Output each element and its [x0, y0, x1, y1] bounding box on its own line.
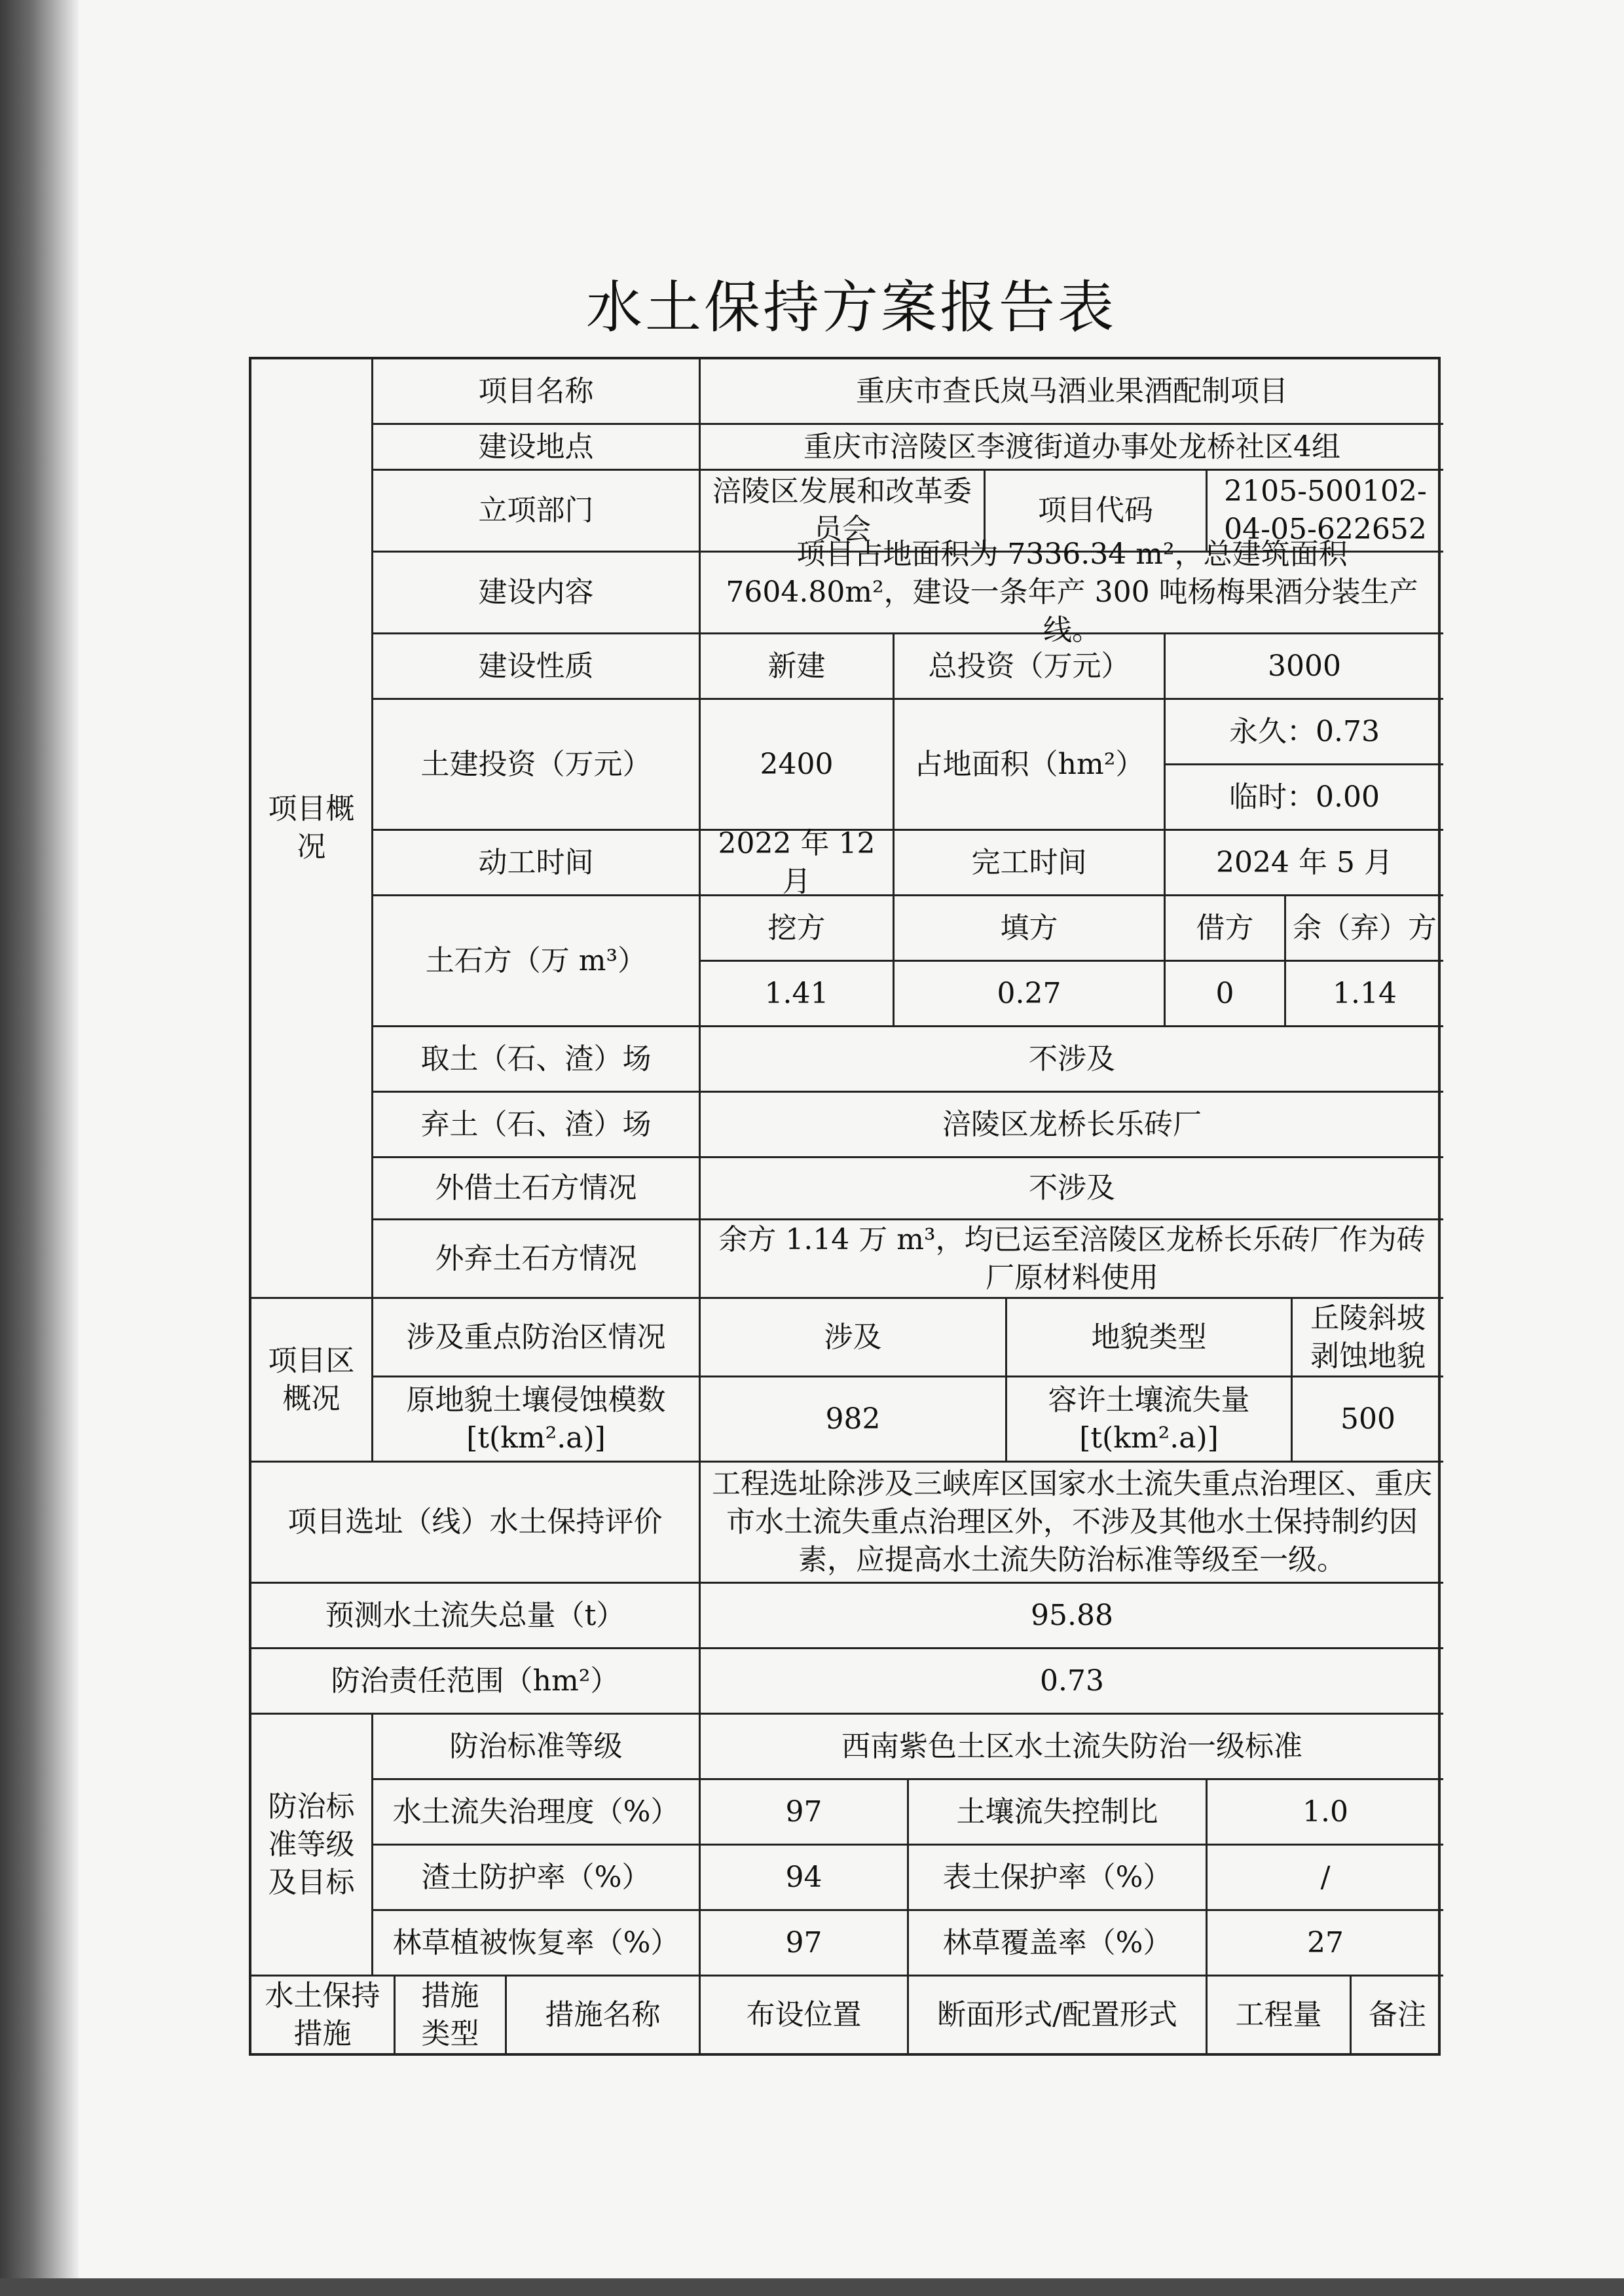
external-spoil-value: 余方 1.14 万 m³，均已运至涪陵区龙桥长乐砖厂作为砖厂原材料使用	[701, 1220, 1443, 1299]
soil-ctrl-value: 1.0	[1208, 1780, 1443, 1846]
predicted-loss-label: 预测水土流失总量（t）	[251, 1584, 701, 1649]
row-slag	[251, 1846, 1438, 1911]
row-earthwork	[251, 896, 1438, 1027]
standard-level-label: 防治标准等级	[373, 1715, 701, 1780]
treat-value: 97	[701, 1780, 909, 1846]
external-borrow-value: 不涉及	[701, 1158, 1443, 1220]
row-spoil-site	[251, 1093, 1438, 1158]
civil-invest-label: 土建投资（万元）	[373, 700, 701, 831]
slag-value: 94	[701, 1846, 909, 1911]
earthwork-label: 土石方（万 m³）	[373, 896, 701, 1027]
row-nature	[251, 634, 1438, 700]
row-predicted-loss	[251, 1584, 1438, 1649]
landform-value: 丘陵斜坡剥蚀地貌	[1293, 1299, 1443, 1377]
row-external-borrow	[251, 1158, 1438, 1220]
report-table	[249, 357, 1441, 2056]
area-label: 占地面积（hm²）	[895, 700, 1166, 831]
spoil-site-value: 涪陵区龙桥长乐砖厂	[701, 1093, 1443, 1158]
row-veg	[251, 1911, 1438, 1977]
row-content	[251, 538, 1438, 647]
area-temporary: 临时：0.00	[1166, 765, 1443, 831]
row-key-zone	[251, 1299, 1438, 1377]
fill-value: 0.27	[895, 962, 1166, 1027]
measures-col-section: 断面形式/配置形式	[909, 1977, 1208, 2054]
department-label: 立项部门	[373, 471, 701, 553]
standard-level-value: 西南紫色土区水土流失防治一级标准	[701, 1715, 1443, 1780]
measures-col-quantity: 工程量	[1208, 1977, 1352, 2054]
project-code-value: 2105-500102-04-05-622652	[1208, 471, 1443, 553]
resp-area-label: 防治责任范围（hm²）	[251, 1649, 701, 1715]
row-project-name	[251, 359, 1438, 425]
group-project-overview: 项目概况	[251, 359, 373, 1299]
surplus-value: 1.14	[1286, 962, 1443, 1027]
total-invest-value: 3000	[1166, 634, 1443, 700]
dig-label: 挖方	[701, 896, 895, 962]
group-standards: 防治标准等级及目标	[251, 1715, 373, 1977]
area-permanent: 永久：0.73	[1166, 700, 1443, 765]
external-spoil-label: 外弃土石方情况	[373, 1220, 701, 1299]
nature-label: 建设性质	[373, 634, 701, 700]
row-treat	[251, 1780, 1438, 1846]
content-value: 项目占地面积为 7336.34 m²，总建筑面积 7604.80m²，建设一条年产 300 吨杨梅果酒分装生产线。	[701, 553, 1443, 634]
row-civil-invest	[251, 700, 1438, 831]
site-eval-label: 项目选址（线）水土保持评价	[251, 1463, 701, 1584]
measures-col-name: 措施名称	[507, 1977, 701, 2054]
row-measures-header	[251, 1977, 1438, 2054]
soil-ctrl-label: 土壤流失控制比	[909, 1780, 1208, 1846]
row-borrow-site	[251, 1027, 1438, 1093]
predicted-loss-value: 95.88	[701, 1584, 1443, 1649]
row-resp-area	[251, 1649, 1438, 1715]
location-label: 建设地点	[373, 425, 701, 471]
topsoil-value: /	[1208, 1846, 1443, 1911]
department-value: 涪陵区发展和改革委员会	[701, 471, 986, 553]
row-location	[251, 425, 1438, 471]
page-bottom-shadow	[0, 2278, 1624, 2296]
key-zone-value: 涉及	[701, 1299, 1007, 1377]
veg-cover-label: 林草覆盖率（%）	[909, 1911, 1208, 1977]
spoil-site-label: 弃土（石、渣）场	[373, 1093, 701, 1158]
veg-restore-label: 林草植被恢复率（%）	[373, 1911, 701, 1977]
surplus-label: 余（弃）方	[1286, 896, 1443, 962]
row-site-eval	[251, 1463, 1438, 1584]
erosion-value: 982	[701, 1377, 1007, 1463]
group-area-overview: 项目区概况	[251, 1299, 373, 1463]
borrow-label: 借方	[1166, 896, 1286, 962]
key-zone-label: 涉及重点防治区情况	[373, 1299, 701, 1377]
civil-invest-value: 2400	[701, 700, 895, 831]
fill-label: 填方	[895, 896, 1166, 962]
start-value: 2022 年 12 月	[701, 831, 895, 896]
nature-value: 新建	[701, 634, 895, 700]
measures-col-remark: 备注	[1369, 1998, 1426, 2032]
end-label: 完工时间	[895, 831, 1166, 896]
topsoil-label: 表土保护率（%）	[909, 1846, 1208, 1911]
measures-col-location: 布设位置	[701, 1977, 909, 2054]
measures-col-type: 措施类型	[396, 1977, 507, 2054]
allowable-label: 容许土壤流失量 [t(km².a)]	[1007, 1377, 1293, 1463]
location-value: 重庆市涪陵区李渡街道办事处龙桥社区4组	[701, 425, 1443, 471]
slag-label: 渣土防护率（%）	[373, 1846, 701, 1911]
site-eval-value: 工程选址除涉及三峡库区国家水土流失重点治理区、重庆市水土流失重点治理区外，不涉及其他水土保持制约因素，应提高水土流失防治标准等级至一级。	[701, 1463, 1443, 1584]
report-title: 水土保持方案报告表	[586, 275, 1116, 340]
borrow-site-value: 不涉及	[701, 1027, 1443, 1093]
start-label: 动工时间	[373, 831, 701, 896]
resp-area-value: 0.73	[701, 1649, 1443, 1715]
veg-restore-value: 97	[701, 1911, 909, 1977]
landform-label: 地貌类型	[1007, 1299, 1293, 1377]
row-external-spoil	[251, 1220, 1438, 1299]
row-standard-level	[251, 1715, 1438, 1780]
end-value: 2024 年 5 月	[1166, 831, 1443, 896]
project-name-label: 项目名称	[373, 359, 701, 425]
erosion-label: 原地貌土壤侵蚀模数 [t(km².a)]	[373, 1377, 701, 1463]
dig-value: 1.41	[701, 962, 895, 1027]
project-name-value: 重庆市查氏岚马酒业果酒配制项目	[701, 359, 1443, 425]
borrow-site-label: 取土（石、渣）场	[373, 1027, 701, 1093]
external-borrow-label: 外借土石方情况	[373, 1158, 701, 1220]
project-code-label: 项目代码	[986, 471, 1208, 553]
treat-label: 水土流失治理度（%）	[373, 1780, 701, 1846]
allowable-value: 500	[1293, 1377, 1443, 1463]
book-spine-shadow	[0, 0, 79, 2296]
total-invest-label: 总投资（万元）	[895, 634, 1166, 700]
content-label: 建设内容	[373, 553, 701, 634]
measures-col-1: 水土保持措施	[251, 1977, 396, 2054]
borrow-value: 0	[1166, 962, 1286, 1027]
veg-cover-value: 27	[1208, 1911, 1443, 1977]
row-erosion	[251, 1377, 1438, 1463]
